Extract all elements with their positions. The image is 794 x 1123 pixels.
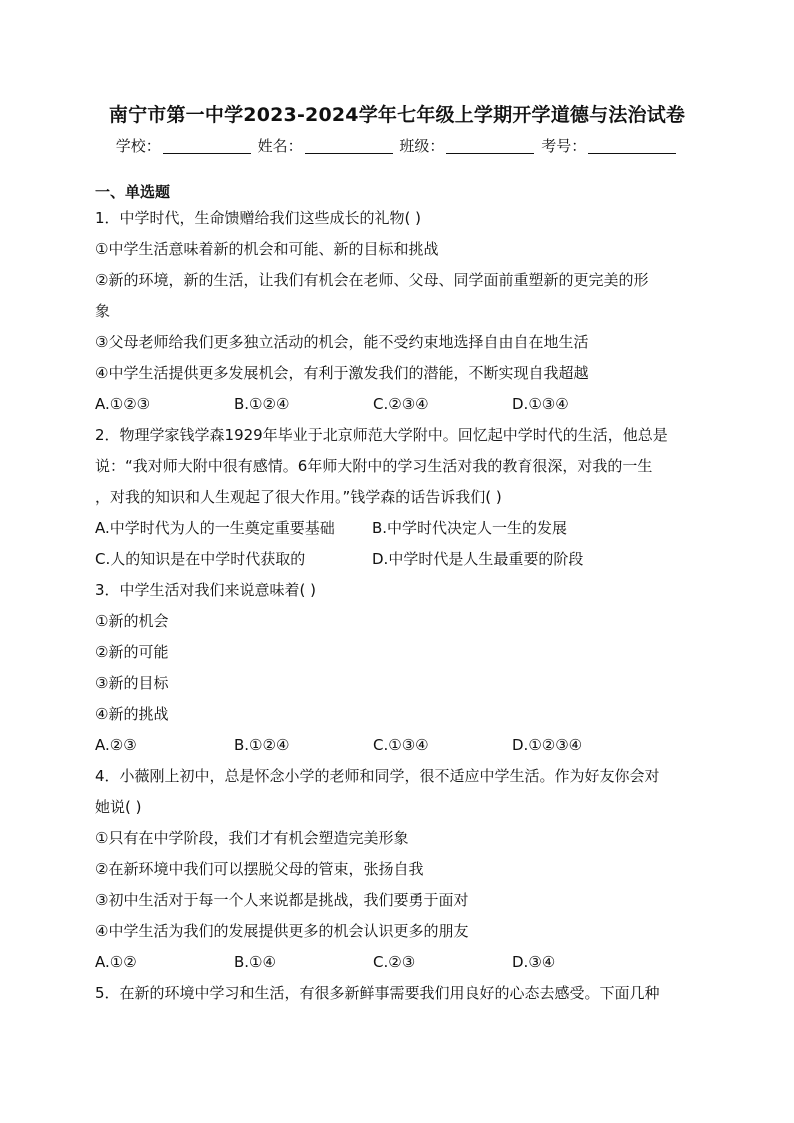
name-label: 姓名： bbox=[257, 137, 303, 155]
number-label: 考号： bbox=[541, 137, 587, 155]
q1-statement-3: ③父母老师给我们更多独立活动的机会，能不受约束地选择自由自在地生活 bbox=[95, 333, 589, 351]
name-blank[interactable] bbox=[305, 139, 393, 154]
q1-statement-2-cont: 象 bbox=[95, 302, 111, 320]
q2-options-row-1 bbox=[95, 513, 705, 544]
q1-option-a[interactable]: A.①②③ bbox=[95, 395, 151, 413]
q3-option-a[interactable]: A.②③ bbox=[95, 736, 137, 754]
q3-options bbox=[95, 730, 705, 761]
q2-option-d[interactable]: D.中学时代是人生最重要的阶段 bbox=[372, 550, 584, 568]
q1-statement-1: ①中学生活意味着新的机会和可能、新的目标和挑战 bbox=[95, 240, 439, 258]
student-info-row bbox=[0, 135, 794, 156]
school-blank[interactable] bbox=[163, 139, 251, 154]
q1-option-b[interactable]: B.①②④ bbox=[234, 395, 290, 413]
q3-stem: 3．中学生活对我们来说意味着( ) bbox=[95, 581, 317, 599]
q4-statement-3: ③初中生活对于每一个人来说都是挑战，我们要勇于面对 bbox=[95, 891, 469, 909]
q4-stem-line-2: 她说( ) bbox=[95, 798, 142, 816]
q4-statement-1: ①只有在中学阶段，我们才有机会塑造完美形象 bbox=[95, 829, 409, 847]
q4-statement-2: ②在新环境中我们可以摆脱父母的管束，张扬自我 bbox=[95, 860, 424, 878]
q1-option-d[interactable]: D.①③④ bbox=[512, 395, 569, 413]
school-label: 学校： bbox=[115, 137, 161, 155]
q5-stem-line-1: 5．在新的环境中学习和生活，有很多新鲜事需要我们用良好的心态去感受。下面几种 bbox=[95, 984, 660, 1002]
q4-options bbox=[95, 947, 705, 978]
q2-stem-line-3: ，对我的知识和人生观起了很大作用。”钱学森的话告诉我们( ) bbox=[95, 488, 502, 506]
q1-option-c[interactable]: C.②③④ bbox=[373, 395, 429, 413]
exam-title: 南宁市第一中学2023-2024学年七年级上学期开学道德与法治试卷 bbox=[108, 104, 686, 126]
q3-statement-4: ④新的挑战 bbox=[95, 705, 169, 723]
q2-options-row-2 bbox=[95, 544, 705, 575]
q4-statement-4: ④中学生活为我们的发展提供更多的机会认识更多的朋友 bbox=[95, 922, 469, 940]
q3-statement-1: ①新的机会 bbox=[95, 612, 169, 630]
q4-option-d[interactable]: D.③④ bbox=[512, 953, 556, 971]
class-label: 班级： bbox=[399, 137, 445, 155]
question-list bbox=[95, 181, 705, 1009]
q4-option-c[interactable]: C.②③ bbox=[373, 953, 416, 971]
q3-statement-2: ②新的可能 bbox=[95, 643, 169, 661]
q2-stem-line-1: 2．物理学家钱学森1929年毕业于北京师范大学附中。回忆起中学时代的生活，他总是 bbox=[95, 426, 668, 444]
q2-option-a[interactable]: A.中学时代为人的一生奠定重要基础 bbox=[95, 519, 335, 537]
q1-statement-2: ②新的环境，新的生活，让我们有机会在老师、父母、同学面前重塑新的更完美的形 bbox=[95, 271, 649, 289]
q3-option-d[interactable]: D.①②③④ bbox=[512, 736, 583, 754]
class-blank[interactable] bbox=[446, 139, 534, 154]
q4-stem-line-1: 4．小薇刚上初中，总是怀念小学的老师和同学，很不适应中学生活。作为好友你会对 bbox=[95, 767, 660, 785]
q2-stem-line-2: 说：“我对师大附中很有感情。6年师大附中的学习生活对我的教育很深，对我的一生 bbox=[95, 457, 653, 475]
q3-option-c[interactable]: C.①③④ bbox=[373, 736, 429, 754]
q3-statement-3: ③新的目标 bbox=[95, 674, 169, 692]
q2-option-c[interactable]: C.人的知识是在中学时代获取的 bbox=[95, 550, 306, 568]
q4-option-a[interactable]: A.①② bbox=[95, 953, 137, 971]
q1-statement-4: ④中学生活提供更多发展机会，有利于激发我们的潜能，不断实现自我超越 bbox=[95, 364, 589, 382]
q1-stem: 1．中学时代，生命馈赠给我们这些成长的礼物( ) bbox=[95, 209, 422, 227]
number-blank[interactable] bbox=[588, 139, 676, 154]
q1-options bbox=[95, 389, 705, 420]
q4-option-b[interactable]: B.①④ bbox=[234, 953, 276, 971]
q3-option-b[interactable]: B.①②④ bbox=[234, 736, 290, 754]
section-heading: 一、单选题 bbox=[95, 183, 171, 201]
q2-option-b[interactable]: B.中学时代决定人一生的发展 bbox=[372, 519, 568, 537]
